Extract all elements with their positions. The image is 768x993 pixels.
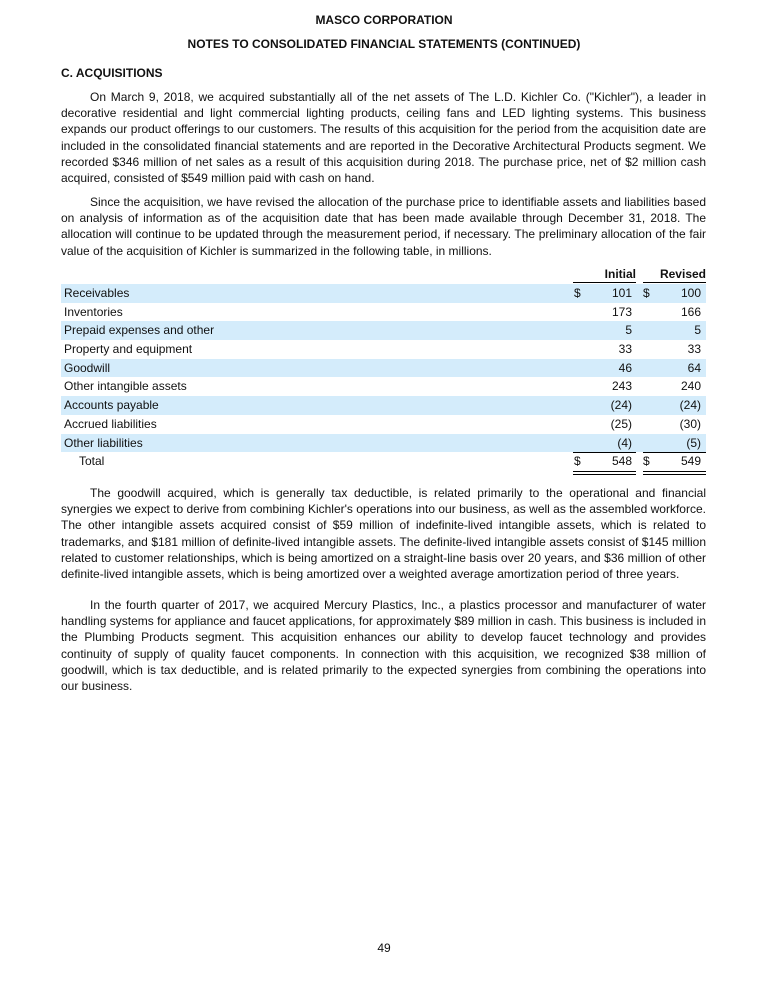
total-label: Total	[79, 454, 105, 469]
initial-value: 173	[611, 304, 632, 319]
revised-value: (24)	[679, 398, 701, 413]
column-header-initial: Initial	[573, 267, 636, 283]
company-name: MASCO CORPORATION	[315, 13, 453, 27]
table-row	[61, 340, 706, 359]
table-row	[61, 284, 706, 303]
table-total-row	[61, 452, 706, 471]
column-header-revised: Revised	[643, 267, 706, 283]
section-title: C. ACQUISITIONS	[61, 66, 163, 80]
table-row	[61, 377, 706, 396]
paragraph-purchase-allocation: Since the acquisition, we have revised the allocation of the purchase price to identifiable assets and liabilities based on analysis of information as of the acquisition date that has been made available through December 31, 2018. The allocation will continue to be updated through the measurement period, if necessary. The preliminary allocation of the fair value of the acquisition of Kichler is summarized in the following table, in millions.	[61, 195, 706, 258]
table-row	[61, 396, 706, 415]
row-label: Receivables	[64, 286, 130, 300]
initial-value: (24)	[610, 398, 632, 413]
purchase-price-allocation-table	[61, 266, 706, 471]
currency-symbol: $	[643, 454, 650, 469]
revised-value: 5	[694, 323, 701, 338]
row-label: Goodwill	[64, 360, 111, 375]
revised-value: 100	[680, 286, 701, 300]
paragraph-goodwill: The goodwill acquired, which is generally tax deductible, is related primarily to the operational and financial synergies we expect to derive from combining Kichler's operations into our business, as well as the assembled workforce. The other intangible assets acquired consist of $59 million of indefinite-lived intangible assets, which is related to trademarks, and $181 million of definite-lived intangible assets. The definite-lived intangible assets consist of $145 million related to customer relationships, which is being amortized on a straight-line basis over 20 years, and $36 million of other definite-lived intangible assets, which is being amortized over a weighted average amortization period of three years.	[61, 486, 706, 582]
currency-symbol: $	[574, 454, 581, 469]
row-label: Other liabilities	[64, 435, 143, 450]
revised-value: (5)	[686, 435, 701, 450]
table-row	[61, 415, 706, 434]
table-row	[61, 359, 706, 378]
initial-value: 243	[611, 379, 632, 394]
table-row	[61, 321, 706, 340]
paragraph-kichler-acquisition: On March 9, 2018, we acquired substantially all of the net assets of The L.D. Kichler Co. ("Kichler"), a leader in decorative residential and light commercial lighting products, ceiling fans and LED lighting systems. This business expands our product offerings to our customers. The results of this acquisition for the period from the acquisition date are included in the consolidated financial statements and are reported in the Decorative Architectural Products segment. We recorded $346 million of net sales as a result of this acquisition during 2018. The purchase price, net of $2 million cash acquired, consisted of $549 million paid with cash on hand.	[61, 90, 706, 186]
table-row	[61, 303, 706, 322]
total-top-rule	[573, 452, 636, 453]
total-revised-value: 549	[680, 454, 701, 469]
page-number: 49	[377, 941, 391, 955]
table-header	[61, 266, 706, 284]
initial-value: (25)	[610, 416, 632, 431]
initial-value: 46	[618, 360, 632, 375]
revised-value: 33	[687, 342, 701, 357]
initial-value: 101	[611, 286, 632, 300]
row-label: Other intangible assets	[64, 379, 187, 394]
total-double-rule	[573, 471, 636, 475]
initial-value: 33	[618, 342, 632, 357]
revised-value: 64	[687, 360, 701, 375]
currency-symbol: $	[574, 286, 581, 300]
row-label: Accrued liabilities	[64, 416, 157, 431]
revised-value: 166	[680, 304, 701, 319]
total-top-rule	[643, 452, 706, 453]
paragraph-mercury-plastics: In the fourth quarter of 2017, we acquired Mercury Plastics, Inc., a plastics processor and manufacturer of water handling systems for appliance and faucet applications, for approximately $89 million in cash. This business is included in the Plumbing Products segment. This acquisition enhances our ability to develop faucet technology and provides continuity of supply of quality faucet components. In connection with this acquisition, we recognized $38 million of goodwill, which is tax deductible, and is related primarily to the expected synergies from combining the operations into our business.	[61, 598, 706, 694]
document-subtitle: NOTES TO CONSOLIDATED FINANCIAL STATEMENTS (CONTINUED)	[187, 37, 581, 51]
currency-symbol: $	[643, 286, 650, 300]
revised-value: 240	[680, 379, 701, 394]
table-row	[61, 434, 706, 453]
row-label: Inventories	[64, 304, 123, 319]
row-label: Property and equipment	[64, 342, 193, 357]
row-label: Accounts payable	[64, 398, 159, 413]
revised-value: (30)	[679, 416, 701, 431]
row-label: Prepaid expenses and other	[64, 323, 215, 338]
initial-value: (4)	[617, 435, 632, 450]
initial-value: 5	[625, 323, 632, 338]
total-initial-value: 548	[611, 454, 632, 469]
total-double-rule	[643, 471, 706, 475]
